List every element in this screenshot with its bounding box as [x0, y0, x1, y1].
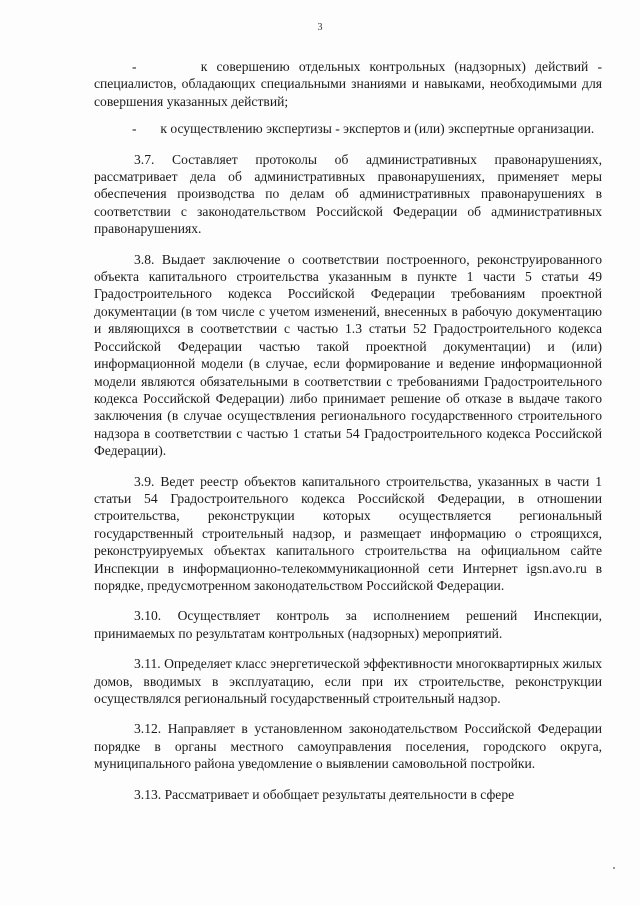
clause-3-10: 3.10. Осуществляет контроль за исполнением решений Инспекции, принимаемых по результатам контрольных (надзорных) мероприятий. [94, 608, 602, 641]
clause-3-8: 3.8. Выдает заключение о соответствии построенного, реконструированного объекта капитального строительства указанным в пункте 1 части 5 статьи 49 Градостроительного кодекса Российской Федерации требованиям проектной документации (в том числе с учетом изменений, внесенных в рабочую документацию и являющихся в соответствии с частью 1.3 статьи 52 Градостроительного кодекса Российской Федерации частью такой проектной документации) и (или) информационной модели (в случае, если формирование и ведение информационной модели являются обязательными в соответствии с требованиями Градостроительного кодекса Российской Федерации) либо принимает решение об отказе в выдаче такого заключения (в случае осуществления регионального государственного строительного надзора в соответствии с частью 1 статьи 54 Градостроительного кодекса Российской Федерации). [94, 251, 602, 459]
clause-3-13: 3.13. Рассматривает и обобщает результаты деятельности в сфере [134, 786, 515, 802]
document-body [94, 58, 602, 803]
clause-3-9: 3.9. Ведет реестр объектов капитального строительства, указанных в части 1 статьи 54 Градостроительного кодекса Российской Федерации, в отношении строительства, реконструкции которых осуществляется региональный государственный строительный надзор, и размещает информацию о строящихся, реконструируемых объектах капитального строительства на официальном сайте Инспекции в информационно-телекоммуникационной сети Интернет igsn.avo.ru в порядке, предусмотренном законодательством Российской Федерации. [94, 473, 602, 593]
clause-3-12: 3.12. Направляет в установленном законодательством Российской Федерации порядке в органы местного самоуправления поселения, городского округа, муниципального района уведомление о выявлении самовольной постройки. [94, 721, 602, 772]
clause-3-7: 3.7. Составляет протоколы об административных правонарушениях, рассматривает дела об административных правонарушениях, применяет меры обеспечения производства по делам об административных правонарушениях в соответствии с законодательством Российской Федерации об административных правонарушениях. [94, 151, 602, 237]
clause-3-11: 3.11. Определяет класс энергетической эффективности многоквартирных жилых домов, вводимых в эксплуатацию, если при их строительстве, реконструкции осуществлялся региональный государственный строительный надзор. [94, 656, 602, 706]
page-number: 3 [317, 22, 323, 33]
scan-speck [613, 867, 615, 869]
bullet-expertise: - к осуществлению экспертизы - экспертов и (или) экспертные организации. [132, 121, 595, 137]
bullet-specialists: - к совершению отдельных контрольных (надзорных) действий - специалистов, обладающих специальными знаниями и навыками, необходимыми для совершения указанных действий; [94, 59, 602, 109]
